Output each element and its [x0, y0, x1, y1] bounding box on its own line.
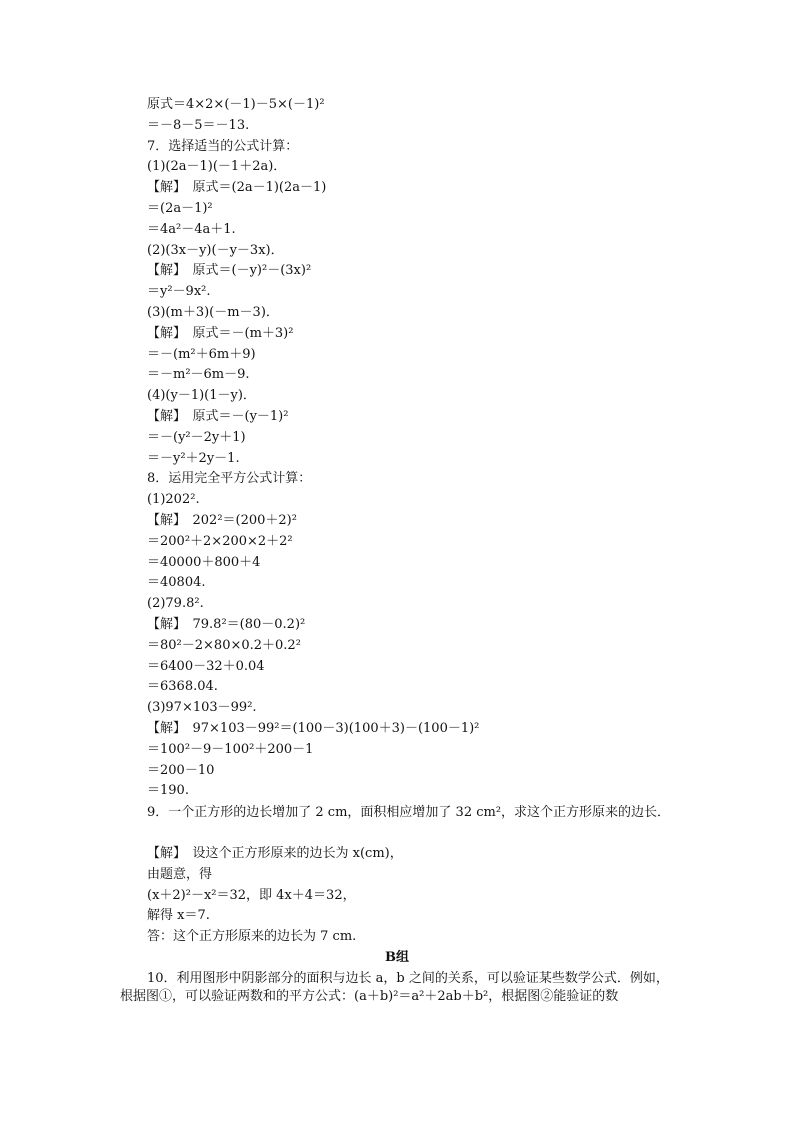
question-9-solution-line: 【解】 设这个正方形原来的边长为 x(cm)，	[147, 846, 403, 861]
text-line: (4)(y－1)(1－y)．	[147, 388, 256, 403]
question-9-solution-line: 由题意，得	[147, 867, 213, 882]
text-line: ＝100²－9－100²＋200－1	[147, 742, 314, 757]
text-line: ＝4a²－4a＋1.	[147, 222, 236, 237]
text-line: 【解】 97×103－99²＝(100－3)(100＋3)－(100－1)²	[147, 721, 480, 736]
text-line: ＝－(y²－2y＋1)	[147, 430, 246, 445]
text-line: 原式＝4×2×(－1)－5×(－1)²	[147, 97, 325, 112]
text-line: (2)79.8².	[147, 596, 204, 611]
text-line: (2)(3x－y)(－y－3x)．	[147, 243, 284, 258]
text-line: ＝6368.04.	[147, 679, 218, 694]
text-line: ＝200－10	[147, 763, 215, 778]
text-line: ＝40000＋800＋4	[147, 555, 261, 570]
text-line: (1)202².	[147, 492, 200, 507]
text-line: ＝－(m²＋6m＋9)	[147, 347, 256, 362]
question-9-text: 9．一个正方形的边长增加了 2 cm，面积相应增加了 32 cm²，求这个正方形原来的边长．	[147, 805, 671, 820]
text-line: ＝40804.	[147, 575, 206, 590]
text-line: ＝80²－2×80×0.2＋0.2²	[147, 638, 301, 653]
text-line: ＝(2a－1)²	[147, 201, 213, 216]
question-8-title: 8．运用完全平方公式计算：	[147, 471, 312, 486]
question-9-solution-line: 解得 x＝7.	[147, 908, 210, 923]
text-line: ＝－y²＋2y－1.	[147, 451, 240, 466]
text-line: 【解】 202²＝(200＋2)²	[147, 513, 297, 528]
section-b-heading: B组	[385, 950, 409, 965]
text-line: ＝－m²－6m－9.	[147, 367, 250, 382]
text-line: ＝－8－5＝－13.	[147, 118, 250, 133]
text-line: (1)(2a－1)(－1＋2a)．	[147, 159, 287, 174]
question-9-answer: 答：这个正方形原来的边长为 7 cm.	[147, 929, 357, 944]
text-line: ＝200²＋2×200×2＋2²	[147, 534, 293, 549]
text-line: 【解】 原式＝－(m＋3)²	[147, 326, 294, 341]
text-line: ＝6400－32＋0.04	[147, 659, 265, 674]
text-line: (3)97×103－99².	[147, 700, 257, 715]
text-line: ＝y²－9x².	[147, 284, 211, 299]
question-7-title: 7．选择适当的公式计算：	[147, 139, 299, 154]
text-line: (3)(m＋3)(－m－3)．	[147, 305, 279, 320]
question-9-solution-line: (x＋2)²－x²＝32，即 4x＋4＝32，	[147, 888, 356, 903]
text-line: 【解】 原式＝－(y－1)²	[147, 409, 289, 424]
text-line: 【解】 原式＝(2a－1)(2a－1)	[147, 180, 327, 195]
text-line: ＝190.	[147, 783, 189, 798]
text-line: 【解】 原式＝(－y)²－(3x)²	[147, 263, 312, 278]
text-line: 【解】 79.8²＝(80－0.2)²	[147, 617, 306, 632]
question-10-text: 10．利用图形中阴影部分的面积与边长 a，b 之间的关系，可以验证某些数学公式．例如，根据图①，可以验证两数和的平方公式：(a＋b)²＝a²＋2ab＋b²，根据图②能验证的数	[120, 971, 669, 1004]
